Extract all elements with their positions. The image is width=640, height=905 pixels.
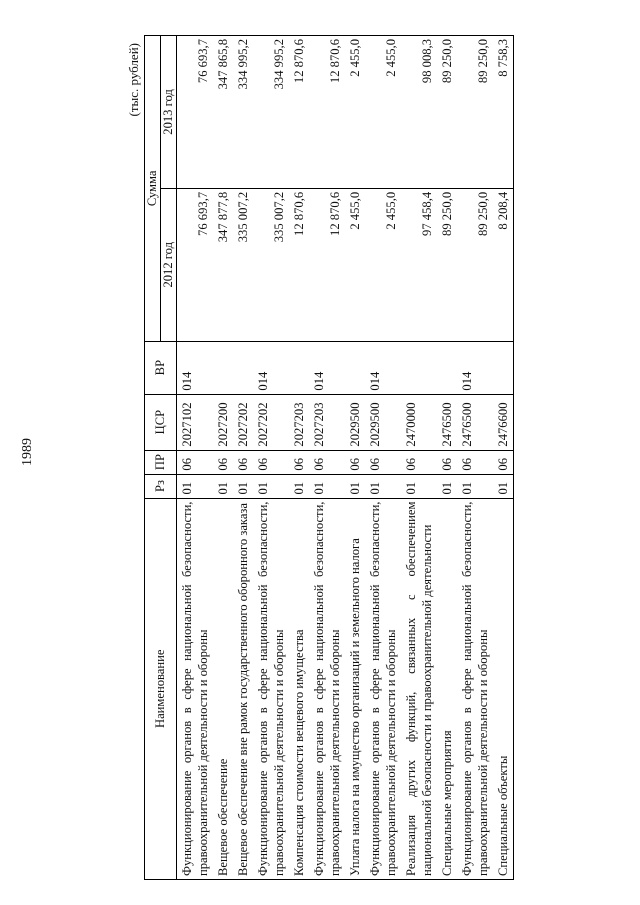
cell-pr: 06 [177,450,214,474]
cell-y2012: 2 455,0 [365,188,401,341]
cell-y2012: 76 693,7 [177,188,214,341]
cell-vr: 014 [457,341,493,394]
table-row [345,36,365,880]
cell-pr: 06 [493,450,514,474]
cell-y2012: 8 208,4 [493,188,514,341]
cell-pr: 06 [401,450,437,474]
table-row [289,36,309,880]
cell-vr: 014 [309,341,345,394]
header-2013: 2013 год [161,36,177,189]
cell-vr [401,341,437,394]
cell-vr [493,341,514,394]
cell-vr: 014 [365,341,401,394]
budget-table [144,35,514,880]
cell-rz: 01 [493,474,514,498]
cell-name: Специальные мероприятия [437,498,457,879]
cell-y2013: 334 995,2 [233,36,253,189]
cell-pr: 06 [289,450,309,474]
header-vr: ВР [145,341,177,394]
cell-name: Функционирование органов в сфере национальной безопасности, правоохранительной деятельности и обороны [365,498,401,879]
cell-name: Функционирование органов в сфере национальной безопасности, правоохранительной деятельности и обороны [457,498,493,879]
cell-name: Специальные объекты [493,498,514,879]
cell-vr [289,341,309,394]
cell-csr: 2027202 [233,394,253,450]
cell-y2012: 97 458,4 [401,188,437,341]
cell-name: Функционирование органов в сфере национальной безопасности, правоохранительной деятельности и обороны [309,498,345,879]
cell-rz: 01 [233,474,253,498]
cell-y2013: 89 250,0 [437,36,457,189]
cell-csr: 2027203 [289,394,309,450]
table-row [493,36,514,880]
table-row [401,36,437,880]
cell-name: Вещевое обеспечение [213,498,233,879]
cell-rz: 01 [345,474,365,498]
cell-name: Функционирование органов в сфере национальной безопасности, правоохранительной деятельности и обороны [177,498,214,879]
cell-y2012: 335 007,2 [253,188,289,341]
table-row [365,36,401,880]
cell-name: Уплата налога на имущество организаций и земельного налога [345,498,365,879]
table-row [233,36,253,880]
cell-pr: 06 [213,450,233,474]
table-row [309,36,345,880]
cell-y2013: 12 870,6 [309,36,345,189]
cell-y2013: 334 995,2 [253,36,289,189]
cell-pr: 06 [309,450,345,474]
cell-rz: 01 [289,474,309,498]
cell-vr [345,341,365,394]
cell-rz: 01 [177,474,214,498]
cell-name: Реализация других функций, связанных с обеспечением национальной безопасности и правоохранительной деятельности [401,498,437,879]
cell-csr: 2027203 [309,394,345,450]
cell-csr: 2476500 [457,394,493,450]
cell-y2013: 8 758,3 [493,36,514,189]
table-row [457,36,493,880]
cell-rz: 01 [401,474,437,498]
table-row [213,36,233,880]
cell-csr: 2470000 [401,394,437,450]
cell-csr: 2027200 [213,394,233,450]
cell-y2013: 98 008,3 [401,36,437,189]
cell-vr: 014 [253,341,289,394]
cell-rz: 01 [365,474,401,498]
header-pr: ПР [145,450,177,474]
cell-vr [213,341,233,394]
budget-table-container [128,35,544,880]
cell-csr: 2476600 [493,394,514,450]
cell-pr: 06 [437,450,457,474]
cell-rz: 01 [457,474,493,498]
header-sum: Сумма [145,36,161,342]
cell-y2012: 89 250,0 [437,188,457,341]
cell-name: Функционирование органов в сфере национальной безопасности, правоохранительной деятельности и обороны [253,498,289,879]
cell-y2012: 347 877,8 [213,188,233,341]
cell-y2012: 2 455,0 [345,188,365,341]
cell-y2013: 347 865,8 [213,36,233,189]
cell-name: Компенсация стоимости вещевого имущества [289,498,309,879]
cell-pr: 06 [365,450,401,474]
cell-y2012: 335 007,2 [233,188,253,341]
cell-y2012: 89 250,0 [457,188,493,341]
cell-y2013: 2 455,0 [345,36,365,189]
cell-csr: 2027202 [253,394,289,450]
cell-rz: 01 [213,474,233,498]
cell-csr: 2476500 [437,394,457,450]
cell-pr: 06 [457,450,493,474]
cell-y2012: 12 870,6 [309,188,345,341]
cell-y2013: 12 870,6 [289,36,309,189]
header-csr: ЦСР [145,394,177,450]
cell-name: Вещевое обеспечение вне рамок государственного оборонного заказа [233,498,253,879]
cell-y2013: 76 693,7 [177,36,214,189]
cell-csr: 2029500 [365,394,401,450]
cell-vr [437,341,457,394]
cell-y2012: 12 870,6 [289,188,309,341]
cell-rz: 01 [437,474,457,498]
cell-vr: 014 [177,341,214,394]
cell-y2013: 89 250,0 [457,36,493,189]
table-row [253,36,289,880]
cell-pr: 06 [233,450,253,474]
cell-y2013: 2 455,0 [365,36,401,189]
cell-csr: 2029500 [345,394,365,450]
cell-vr [233,341,253,394]
header-rz: Рз [145,474,177,498]
header-name: Наименование [145,498,177,879]
header-2012: 2012 год [161,188,177,341]
cell-pr: 06 [253,450,289,474]
cell-pr: 06 [345,450,365,474]
cell-rz: 01 [253,474,289,498]
table-row [437,36,457,880]
table-body [177,36,514,880]
cell-csr: 2027102 [177,394,214,450]
cell-rz: 01 [309,474,345,498]
table-row [177,36,214,880]
units-label: (тыс. рублей) [126,43,141,117]
